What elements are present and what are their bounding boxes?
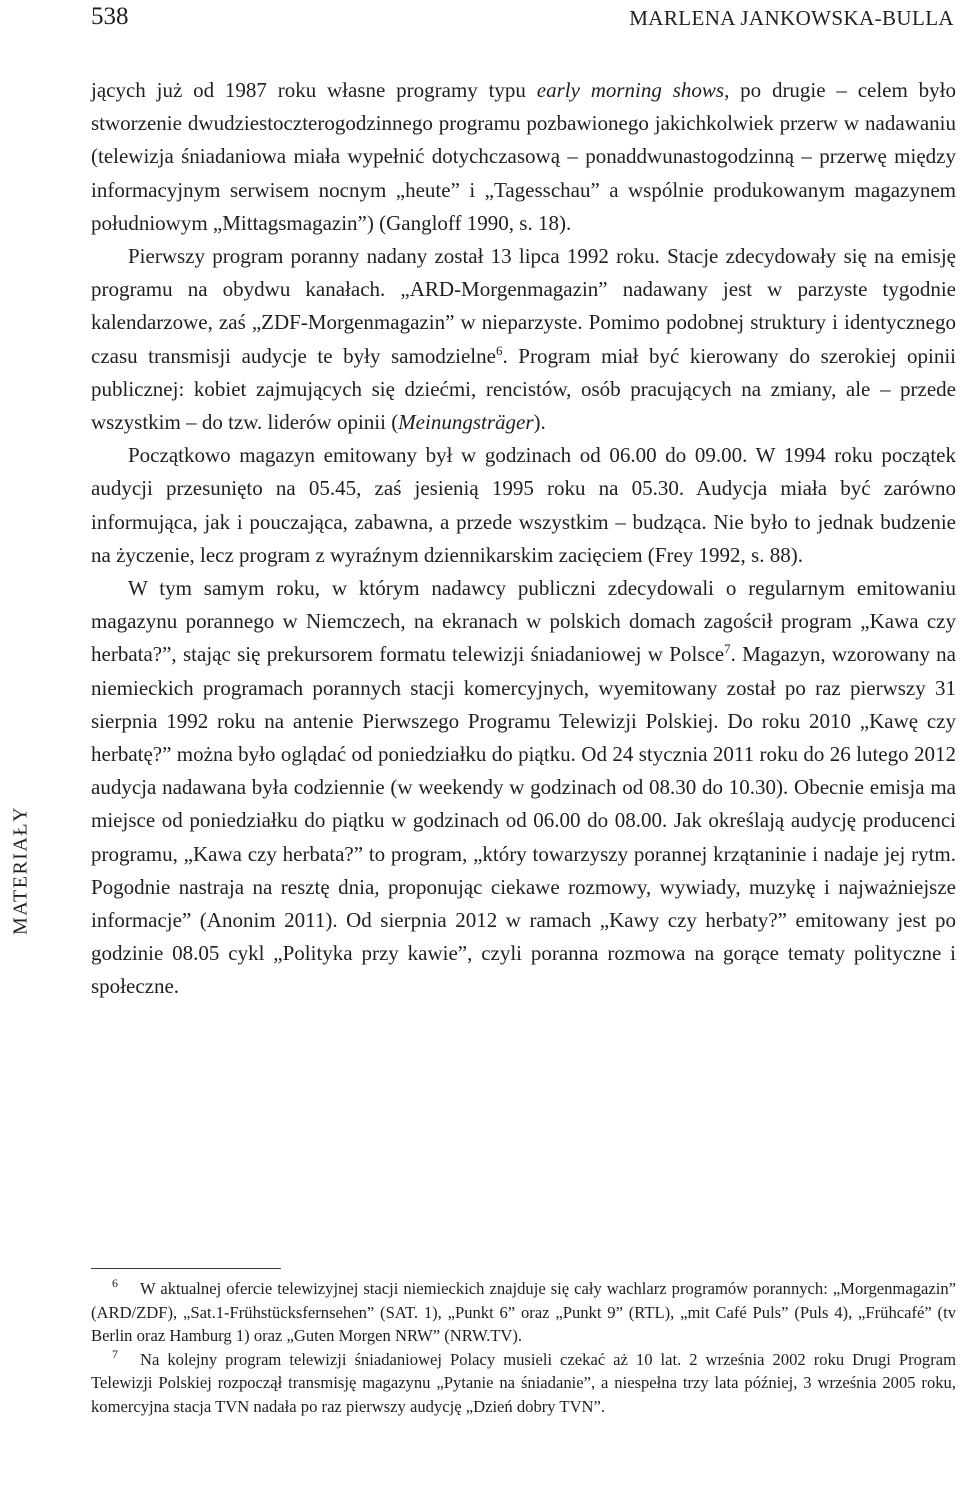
paragraph (91, 439, 956, 572)
footnote-text: W aktualnej ofercie telewizyjnej stacji niemieckich znajduje się cały wachlarz programów porannych: „Morgenmagazin” (ARD/ZDF), „Sat.1-Frühstücksfernsehen” (SAT. 1), „Punkt 6” oraz „Punkt 9” (RTL), „mit Café Puls” (Puls 4), „Frühcafé” (tv Berlin oraz Hamburg 1) oraz „Guten Morgen NRW” (NRW.TV). (91, 1279, 956, 1346)
italic-term: early morning shows (536, 78, 725, 102)
paragraph (91, 240, 956, 439)
footnote: 6 W aktualnej ofercie telewizyjnej stacji niemieckich znajduje się cały wachlarz programów porannych: „Morgenmagazin” (ARD/ZDF), „Sat.1-Frühstücksfernsehen” (SAT. 1), „Punkt 6” oraz „Punkt 9” (RTL), „mit Café Puls” (Puls 4), „Frühcafé” (tv Berlin oraz Hamburg 1) oraz „Guten Morgen NRW” (NRW.TV). (91, 1276, 956, 1346)
footnote-text: Na kolejny program telewizji śniadaniowej Polacy musieli czekać aż 10 lat. 2 września 2002 roku Drugi Program Telewizji Polskiej rozpoczął transmisję magazynu „Pytanie na śniadanie”, a niespełna trzy lata później, 3 września 2005 roku, komercyjna stacja TVN nadała po raz pierwszy audycję „Dzień dobry TVN”. (91, 1349, 956, 1416)
footnote-reference: 7 (724, 641, 731, 657)
section-side-label: MATERIAŁY (9, 805, 32, 935)
footnote: 7 Na kolejny program telewizji śniadaniowej Polacy musieli czekać aż 10 lat. 2 września 2002 roku Drugi Program Telewizji Polskiej rozpoczął transmisję magazynu „Pytanie na śniadanie”, a niespełna trzy lata później, 3 września 2005 roku, komercyjna stacja TVN nadała po raz pierwszy audycję „Dzień dobry TVN”. (91, 1347, 956, 1416)
text-run: Pierwszy program poranny nadany został 13 lipca 1992 roku. Stacje zdecydowały się na emisję programu na obydwu kanałach. „ARD-Morgenmagazin” nadawany jest w parzyste tygodnie kalendarzowe, zaś „ZDF-Morgenmagazin” w nieparzyste. Pomimo podobnej struktury i identycznego czasu transmisji audycje te były samodzielne (91, 244, 956, 368)
text-run: ). (533, 410, 546, 435)
italic-term: Meinungsträger (398, 410, 534, 435)
text-run: Początkowo magazyn emitowany był w godzinach od 06.00 do 09.00. W 1994 roku początek audycji przesunięto na 05.45, zaś jesienią 1995 roku na 05.30. Audycja miała być zarówno informująca, jak i pouczająca, zabawna, a przede wszystkim – budząca. Nie było to jednak budzenie na życzenie, lecz program z wyraźnym dziennikarskim zacięciem (Frey 1992, s. 88). (91, 443, 956, 567)
text-run: . Program miał być kierowany do szerokiej opinii publicznej: kobiet zajmujących się dziećmi, rencistów, osób pracujących na zmiany, ale – przede wszystkim – do tzw. liderów opinii ( (91, 343, 956, 435)
text-run: , po drugie – celem było stworzenie dwudziestoczterogodzinnego programu pozbawionego jakichkolwiek przerw w nadawaniu (telewizja śniadaniowa miała wypełnić dotychczasową – ponaddwunastogodzinną – przerwę między informacyjnym serwisem nocnym „heute” i „Tagesschau” a wspólnie produkowanym magazynem południowym „Mittagsmagazin”) (Gangloff 1990, s. 18). (91, 78, 956, 235)
text-run: W tym samym roku, w którym nadawcy publiczni zdecydowali o regularnym emitowaniu magazynu porannego w Niemczech, na ekranach w polskich domach zagościł program „Kawa czy herbata?”, stając się prekursorem formatu telewizji śniadaniowej w Polsce (91, 576, 956, 667)
text-run: . Magazyn, wzorowany na niemieckich programach porannych stacji komercyjnych, wyemitowany został po raz pierwszy 31 sierpnia 1992 roku na antenie Pierwszego Programu Telewizji Polskiej. Do roku 2010 „Kawę czy herbatę?” można było oglądać od poniedziałku do piątku. Od 24 stycznia 2011 roku do 26 lutego 2012 audycja nadawana była codziennie (w weekendy w godzinach od 08.30 do 10.30). Obecnie emisja ma miejsce od poniedziałku do piątku w godzinach od 06.00 do 08.00. Jak określają audycję producenci programu, „Kawa czy herbata?” to program, „który towarzyszy porannej krzątaninie i nadaje jej rytm. Pogodnie nastraja na resztę dnia, proponując ciekawe rozmowy, wywiady, muzykę i najważniejsze informacje” (Anonim 2011). Od sierpnia 2012 w ramach „Kawy czy herbaty?” emitowany jest po godzinie 08.05 cykl „Polityka przy kawie”, czyli poranna rozmowa na gorące tematy polityczne i społeczne. (91, 642, 956, 999)
text-run: jących już od 1987 roku własne programy typu (91, 78, 537, 102)
footnote-reference: 6 (495, 342, 503, 358)
body-text (91, 74, 956, 1004)
footnotes (91, 1277, 956, 1419)
footnote-separator (91, 1268, 281, 1269)
paragraph (91, 74, 956, 240)
running-head-author: MARLENA JANKOWSKA-BULLA (629, 6, 954, 30)
page-number: 538 (91, 3, 129, 30)
paragraph (91, 572, 956, 1004)
